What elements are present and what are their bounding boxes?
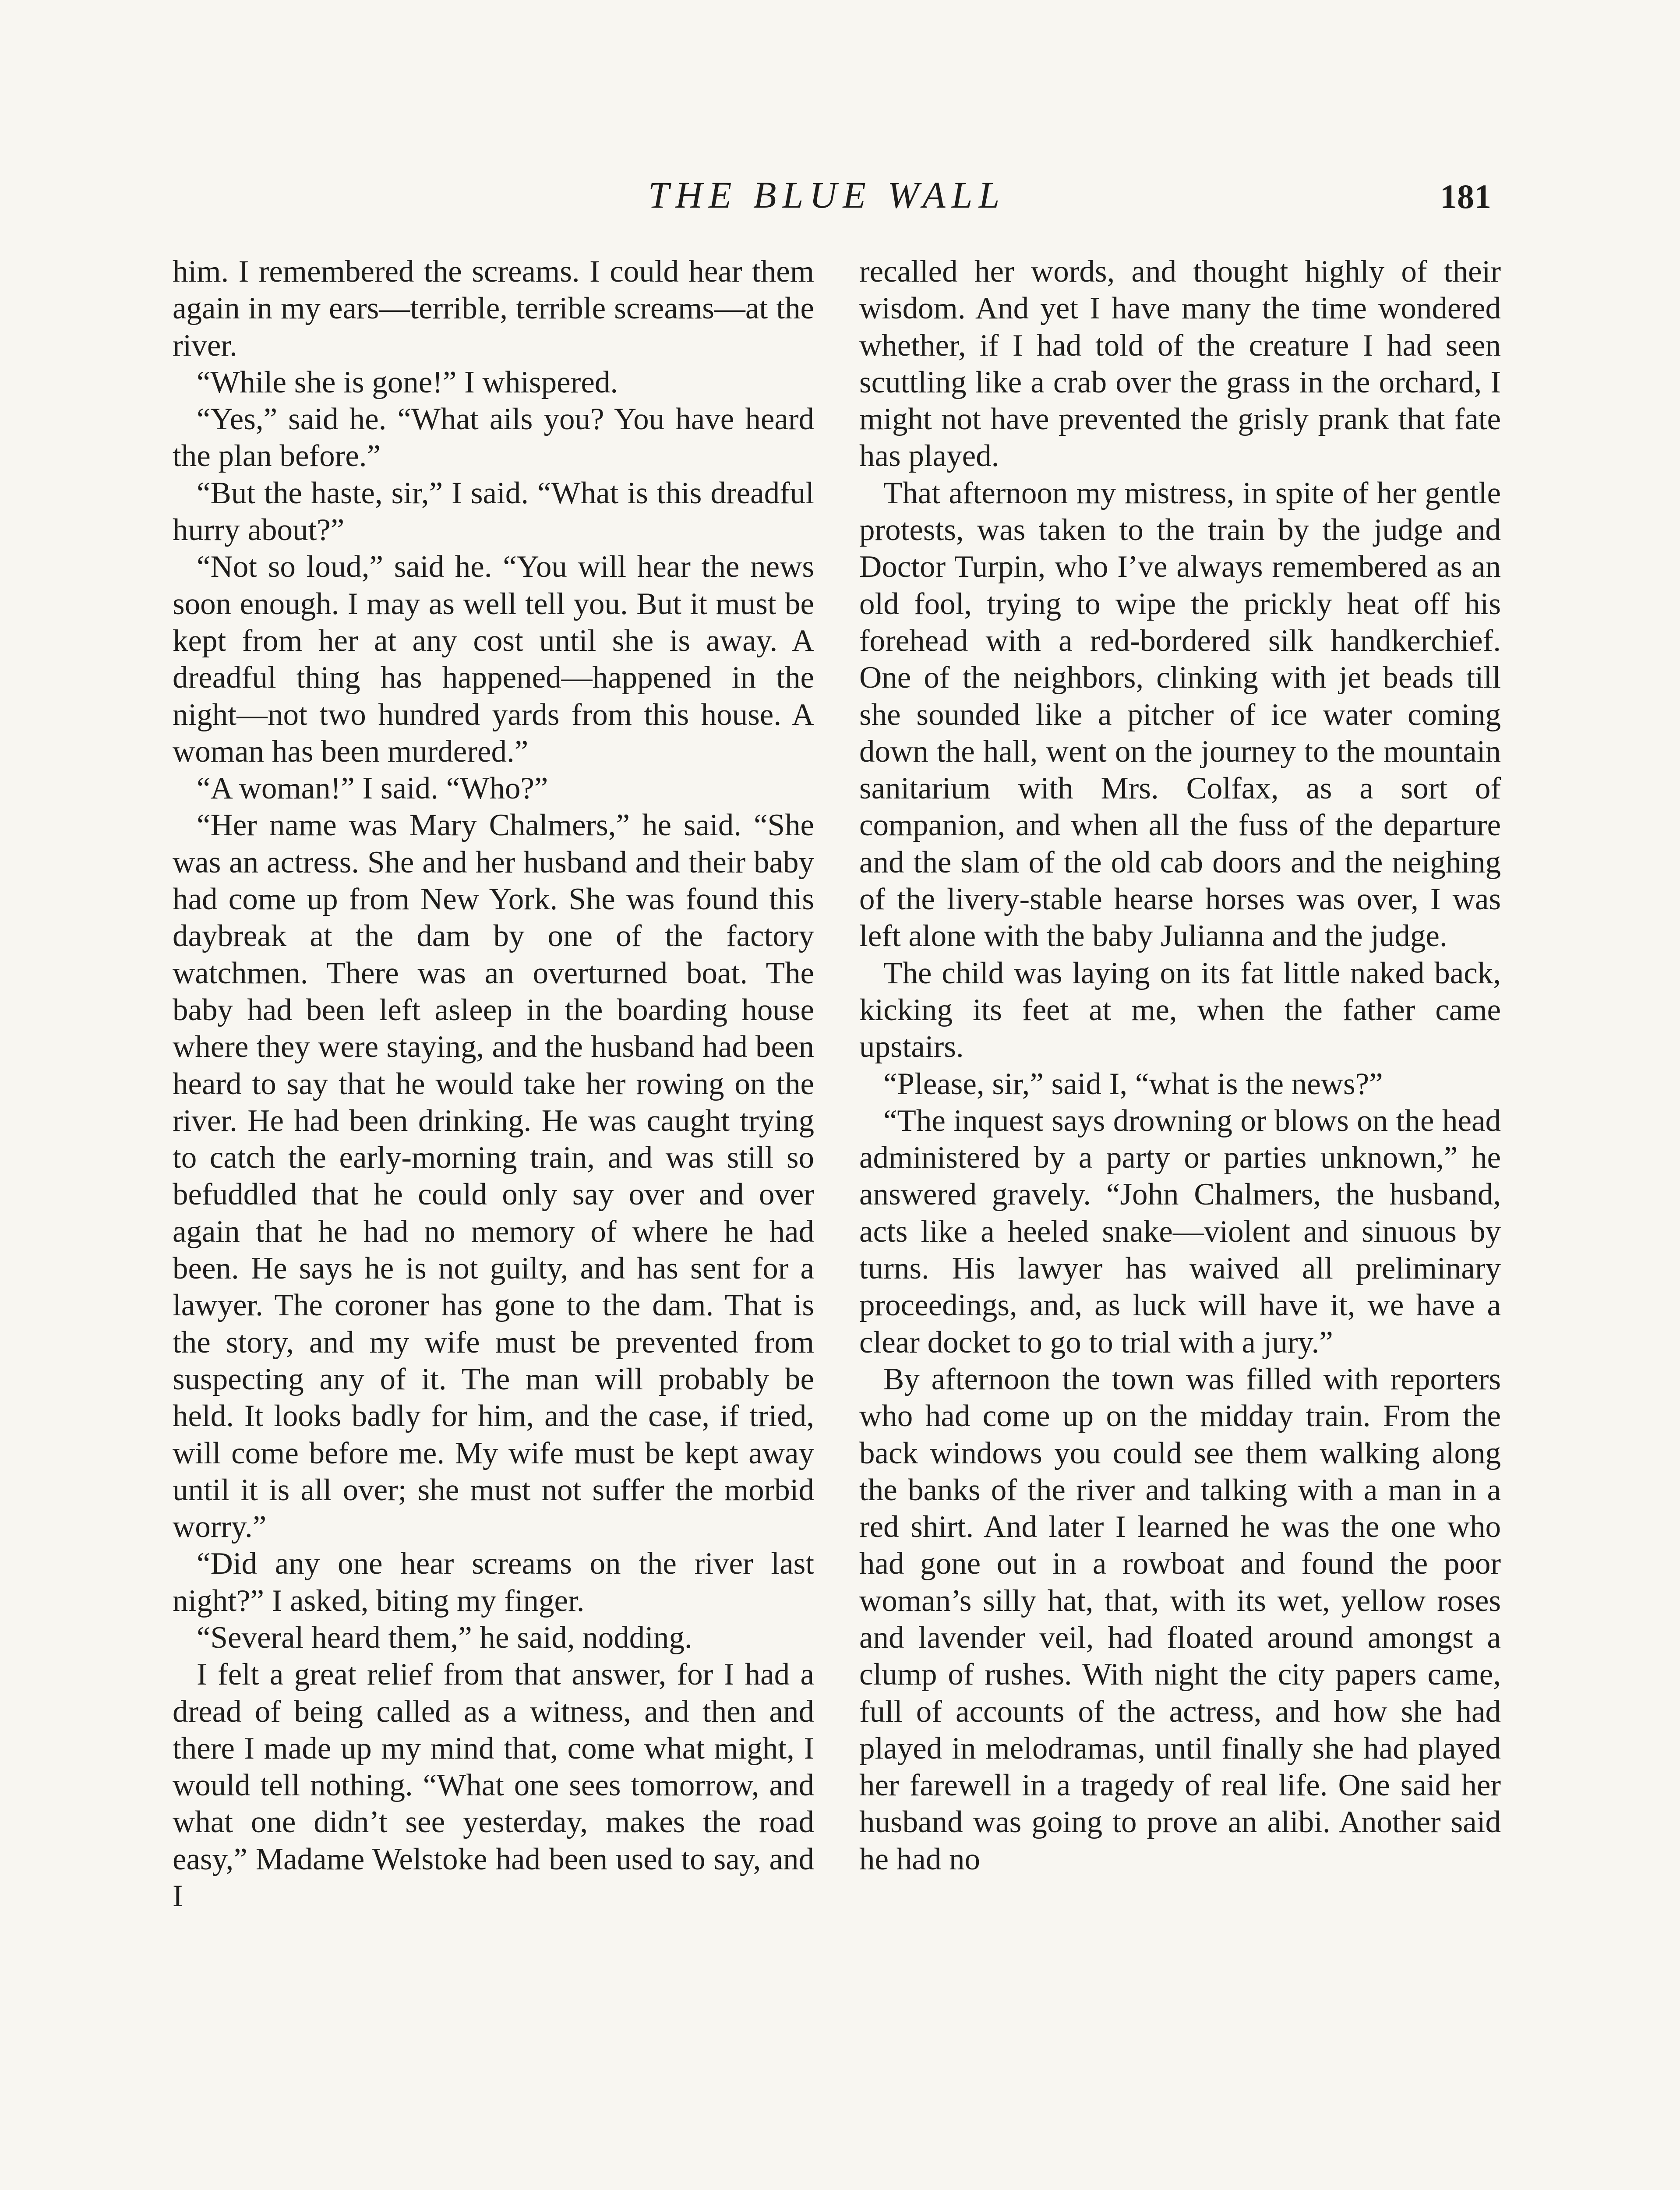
paragraph: “A woman!” I said. “Who?”	[197, 771, 548, 806]
paragraph: “Did any one hear screams on the river last night?” I asked, biting my finger.	[173, 1547, 814, 1618]
running-head	[0, 171, 1680, 219]
paragraph: That afternoon my mistress, in spite of her gentle protests, was taken to the train by the judge and Doctor Turpin, who I’ve always remembered as an old fool, trying to wipe the prickly heat off his forehead with a red-bordered silk handkerchief. One of the neighbors, clinking with jet beads till she sounded like a pitcher of ice water coming down the hall, went on the journey to the mountain sanitarium with Mrs. Colfax, as a sort of companion, and when all the fuss of the departure and the slam of the old cab doors and the neighing of the livery-stable hearse horses was over, I was left alone with the baby Julianna and the judge.	[859, 476, 1501, 954]
paragraph: “Several heard them,” he said, nodding.	[197, 1620, 692, 1655]
paragraph: “Her name was Mary Chalmers,” he said. “She was an actress. She and her husband and their baby had come up from New York. She was found this daybreak at the dam by one of the factory watchmen. There was an overturned boat. The baby had been left asleep in the boarding house where they were staying, and the husband had been heard to say that he would take her rowing on the river. He had been drinking. He was caught trying to catch the early-morning train, and was still so befuddled that he could only say over and over again that he had no memory of where he had been. He says he is not guilty, and has sent for a lawyer. The coroner has gone to the dam. That is the story, and my wife must be prevented from suspecting any of it. The man will probably be held. It looks badly for him, and the case, if tried, will come before me. My wife must be kept away until it is all over; she must not suffer the morbid worry.”	[173, 808, 814, 1544]
paragraph: “But the haste, sir,” I said. “What is this dreadful hurry about?”	[173, 476, 814, 548]
paragraph: recalled her words, and thought highly of their wisdom. And yet I have many the time wondered whether, if I had told of the creature I had seen scuttling like a crab over the grass in the orchard, I might not have prevented the grisly prank that fate has played.	[859, 254, 1501, 473]
right-column	[859, 253, 1501, 1878]
paragraph: The child was laying on its fat little naked back, kicking its feet at me, when the father came upstairs.	[859, 956, 1501, 1064]
page-number: 181	[1440, 177, 1491, 215]
paragraph: “Not so loud,” said he. “You will hear the news soon enough. I may as well tell you. But it must be kept from her at any cost until she is away. A dreadful thing has happened—happened in the night—not two hundred yards from this house. A woman has been murdered.”	[173, 550, 814, 769]
running-title: THE BLUE WALL	[648, 174, 1006, 216]
paragraph: “Please, sir,” said I, “what is the news?”	[883, 1067, 1383, 1101]
paragraph: “Yes,” said he. “What ails you? You have heard the plan before.”	[173, 402, 814, 473]
paragraph: By afternoon the town was filled with reporters who had come up on the midday train. From the back windows you could see them walking along the banks of the river and talking with a man in a red shirt. And later I learned he was the one who had gone out in a rowboat and found the poor woman’s silly hat, that, with its wet, yellow roses and lavender veil, had floated around amongst a clump of rushes. With night the city papers came, full of accounts of the actress, and how she had played in melodramas, until finally she had played her farewell in a tragedy of real life. One said her husband was going to prove an alibi. Another said he had no	[859, 1362, 1501, 1876]
paragraph: I felt a great relief from that answer, for I had a dread of being called as a witness, and then and there I made up my mind that, come what might, I would tell nothing. “What one sees tomorrow, and what one didn’t see yesterday, makes the road easy,” Madame Welstoke had been used to say, and I	[173, 1657, 814, 1914]
paragraph: “While she is gone!” I whispered.	[197, 365, 618, 399]
paragraph: “The inquest says drowning or blows on the head administered by a party or parties unknown,” he answered gravely. “John Chalmers, the husband, acts like a heeled snake—violent and sinuous by turns. His lawyer has waived all preliminary proceedings, and, as luck will have it, we have a clear docket to go to trial with a jury.”	[859, 1103, 1501, 1360]
paragraph: him. I remembered the screams. I could hear them again in my ears—terrible, terrible screams—at the river.	[173, 254, 814, 363]
left-column	[173, 253, 814, 1914]
